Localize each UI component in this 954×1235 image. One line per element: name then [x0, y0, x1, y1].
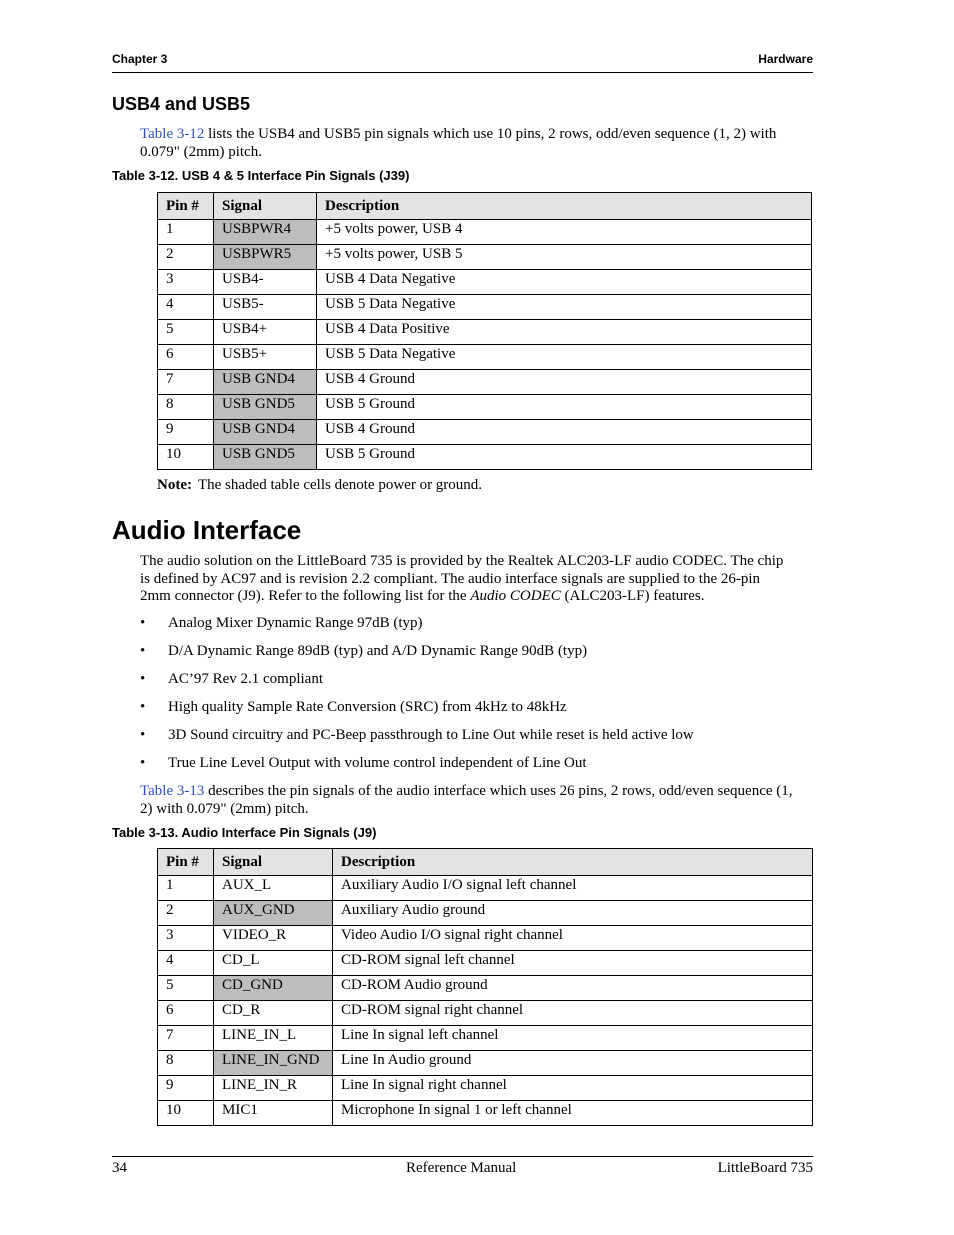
table-header-row: [158, 849, 813, 876]
pin-cell: 6: [158, 1001, 214, 1026]
column-header-pin: Pin #: [158, 849, 214, 876]
audio-table-intro: Table 3-13 describes the pin signals of the audio interface which uses 26 pins, 2 rows, odd/even sequence (1, 2) with 0.079" (2mm) pitch.: [140, 783, 793, 817]
pin-cell: 10: [158, 1101, 214, 1126]
table-row: [158, 1026, 813, 1051]
table-header-row: [158, 193, 812, 220]
description-cell: Auxiliary Audio ground: [333, 901, 813, 926]
pin-cell: 2: [158, 901, 214, 926]
usb-intro: Table 3-12 lists the USB4 and USB5 pin signals which use 10 pins, 2 rows, odd/even sequence (1, 2) with 0.079" (2mm) pitch.: [140, 126, 777, 160]
description-cell: +5 volts power, USB 5: [317, 245, 812, 270]
signal-cell: LINE_IN_GND: [214, 1051, 333, 1076]
pin-cell: 3: [158, 270, 214, 295]
description-cell: Auxiliary Audio I/O signal left channel: [333, 876, 813, 901]
usb-note: [157, 477, 482, 494]
signal-cell: LINE_IN_L: [214, 1026, 333, 1051]
footer-title: Reference Manual: [406, 1160, 517, 1176]
pin-cell: 4: [158, 951, 214, 976]
audio-heading: Audio Interface: [112, 515, 302, 545]
description-cell: USB 4 Ground: [317, 370, 812, 395]
signal-cell: USB4+: [214, 320, 317, 345]
signal-cell: USB GND5: [214, 395, 317, 420]
signal-cell: USB5-: [214, 295, 317, 320]
table-row: [158, 420, 812, 445]
table-row: [158, 1051, 813, 1076]
table-row: [158, 901, 813, 926]
feature-text: Analog Mixer Dynamic Range 97dB (typ): [168, 615, 423, 631]
section-label: Hardware: [758, 52, 813, 66]
description-cell: CD-ROM signal left channel: [333, 951, 813, 976]
audio-intro: The audio solution on the LittleBoard 735 is provided by the Realtek ALC203-LF audio CODEC. The chip is defined by AC97 and is revision 2.2 compliant. The audio interface signals are supplied to the 26-pin 2mm connector (J9). Refer to the following list for the Audio CODEC (ALC203-LF) features.: [140, 553, 784, 604]
description-cell: +5 volts power, USB 4: [317, 220, 812, 245]
pin-cell: 3: [158, 926, 214, 951]
description-cell: USB 5 Data Negative: [317, 345, 812, 370]
description-cell: USB 5 Ground: [317, 445, 812, 470]
bullet-icon: •: [140, 615, 146, 631]
table-row: [158, 1076, 813, 1101]
column-header-pin: Pin #: [158, 193, 214, 220]
pin-cell: 10: [158, 445, 214, 470]
audio-pin-table: [157, 848, 813, 1126]
bullet-icon: •: [140, 755, 146, 771]
usb-heading: USB4 and USB5: [112, 94, 251, 114]
feature-item: [140, 671, 694, 699]
table-row: [158, 1101, 813, 1126]
description-cell: USB 5 Data Negative: [317, 295, 812, 320]
signal-cell: CD_L: [214, 951, 333, 976]
description-cell: CD-ROM Audio ground: [333, 976, 813, 1001]
pin-cell: 8: [158, 1051, 214, 1076]
page-number: 34: [112, 1160, 127, 1176]
usb-pin-table: [157, 192, 812, 470]
signal-cell: AUX_GND: [214, 901, 333, 926]
footer-product: LittleBoard 735: [717, 1160, 813, 1176]
table-row: [158, 270, 812, 295]
table-row: [158, 320, 812, 345]
pin-cell: 9: [158, 1076, 214, 1101]
chapter-label: Chapter 3: [112, 52, 168, 66]
description-cell: Line In signal left channel: [333, 1026, 813, 1051]
feature-text: 3D Sound circuitry and PC-Beep passthrough to Line Out while reset is held active low: [168, 727, 694, 743]
table-row: [158, 926, 813, 951]
description-cell: Line In signal right channel: [333, 1076, 813, 1101]
pin-cell: 5: [158, 976, 214, 1001]
feature-item: [140, 699, 694, 727]
feature-text: AC’97 Rev 2.1 compliant: [168, 671, 323, 687]
pin-cell: 1: [158, 220, 214, 245]
signal-cell: USB GND4: [214, 370, 317, 395]
audio-table-caption: Table 3-13. Audio Interface Pin Signals (J9): [112, 825, 377, 840]
table-row: [158, 445, 812, 470]
signal-cell: USB4-: [214, 270, 317, 295]
note-label: Note:: [157, 477, 192, 493]
table-3-13-link[interactable]: Table 3-13: [140, 783, 205, 799]
description-cell: USB 5 Ground: [317, 395, 812, 420]
signal-cell: VIDEO_R: [214, 926, 333, 951]
table-row: [158, 345, 812, 370]
table-row: [158, 370, 812, 395]
table-row: [158, 295, 812, 320]
usb-table-caption: Table 3-12. USB 4 & 5 Interface Pin Signals (J39): [112, 168, 410, 183]
pin-cell: 9: [158, 420, 214, 445]
pin-cell: 7: [158, 1026, 214, 1051]
description-cell: CD-ROM signal right channel: [333, 1001, 813, 1026]
bullet-icon: •: [140, 727, 146, 743]
table-row: [158, 220, 812, 245]
description-cell: USB 4 Data Negative: [317, 270, 812, 295]
page-footer: [112, 1156, 813, 1176]
column-header-description: Description: [333, 849, 813, 876]
table-row: [158, 876, 813, 901]
pin-cell: 2: [158, 245, 214, 270]
table-row: [158, 951, 813, 976]
table-3-12-link[interactable]: Table 3-12: [140, 126, 205, 142]
column-header-signal: Signal: [214, 193, 317, 220]
bullet-icon: •: [140, 699, 146, 715]
feature-text: D/A Dynamic Range 89dB (typ) and A/D Dynamic Range 90dB (typ): [168, 643, 588, 659]
audio-feature-list: [140, 615, 694, 783]
signal-cell: MIC1: [214, 1101, 333, 1126]
table-row: [158, 1001, 813, 1026]
signal-cell: AUX_L: [214, 876, 333, 901]
column-header-description: Description: [317, 193, 812, 220]
feature-text: True Line Level Output with volume control independent of Line Out: [168, 755, 587, 771]
signal-cell: USB GND4: [214, 420, 317, 445]
signal-cell: USBPWR4: [214, 220, 317, 245]
feature-item: [140, 615, 694, 643]
description-cell: Line In Audio ground: [333, 1051, 813, 1076]
description-cell: USB 4 Data Positive: [317, 320, 812, 345]
description-cell: Video Audio I/O signal right channel: [333, 926, 813, 951]
pin-cell: 6: [158, 345, 214, 370]
bullet-icon: •: [140, 671, 146, 687]
note-text: The shaded table cells denote power or ground.: [197, 477, 483, 493]
signal-cell: CD_GND: [214, 976, 333, 1001]
signal-cell: USB5+: [214, 345, 317, 370]
page-header: [112, 52, 813, 73]
feature-item: [140, 727, 694, 755]
signal-cell: USBPWR5: [214, 245, 317, 270]
pin-cell: 4: [158, 295, 214, 320]
signal-cell: CD_R: [214, 1001, 333, 1026]
pin-cell: 5: [158, 320, 214, 345]
table-row: [158, 976, 813, 1001]
pin-cell: 7: [158, 370, 214, 395]
pin-cell: 8: [158, 395, 214, 420]
description-cell: Microphone In signal 1 or left channel: [333, 1101, 813, 1126]
feature-item: [140, 755, 694, 783]
table-row: [158, 395, 812, 420]
signal-cell: LINE_IN_R: [214, 1076, 333, 1101]
signal-cell: USB GND5: [214, 445, 317, 470]
table-row: [158, 245, 812, 270]
description-cell: USB 4 Ground: [317, 420, 812, 445]
feature-text: High quality Sample Rate Conversion (SRC) from 4kHz to 48kHz: [168, 699, 567, 715]
column-header-signal: Signal: [214, 849, 333, 876]
pin-cell: 1: [158, 876, 214, 901]
bullet-icon: •: [140, 643, 146, 659]
feature-item: [140, 643, 694, 671]
